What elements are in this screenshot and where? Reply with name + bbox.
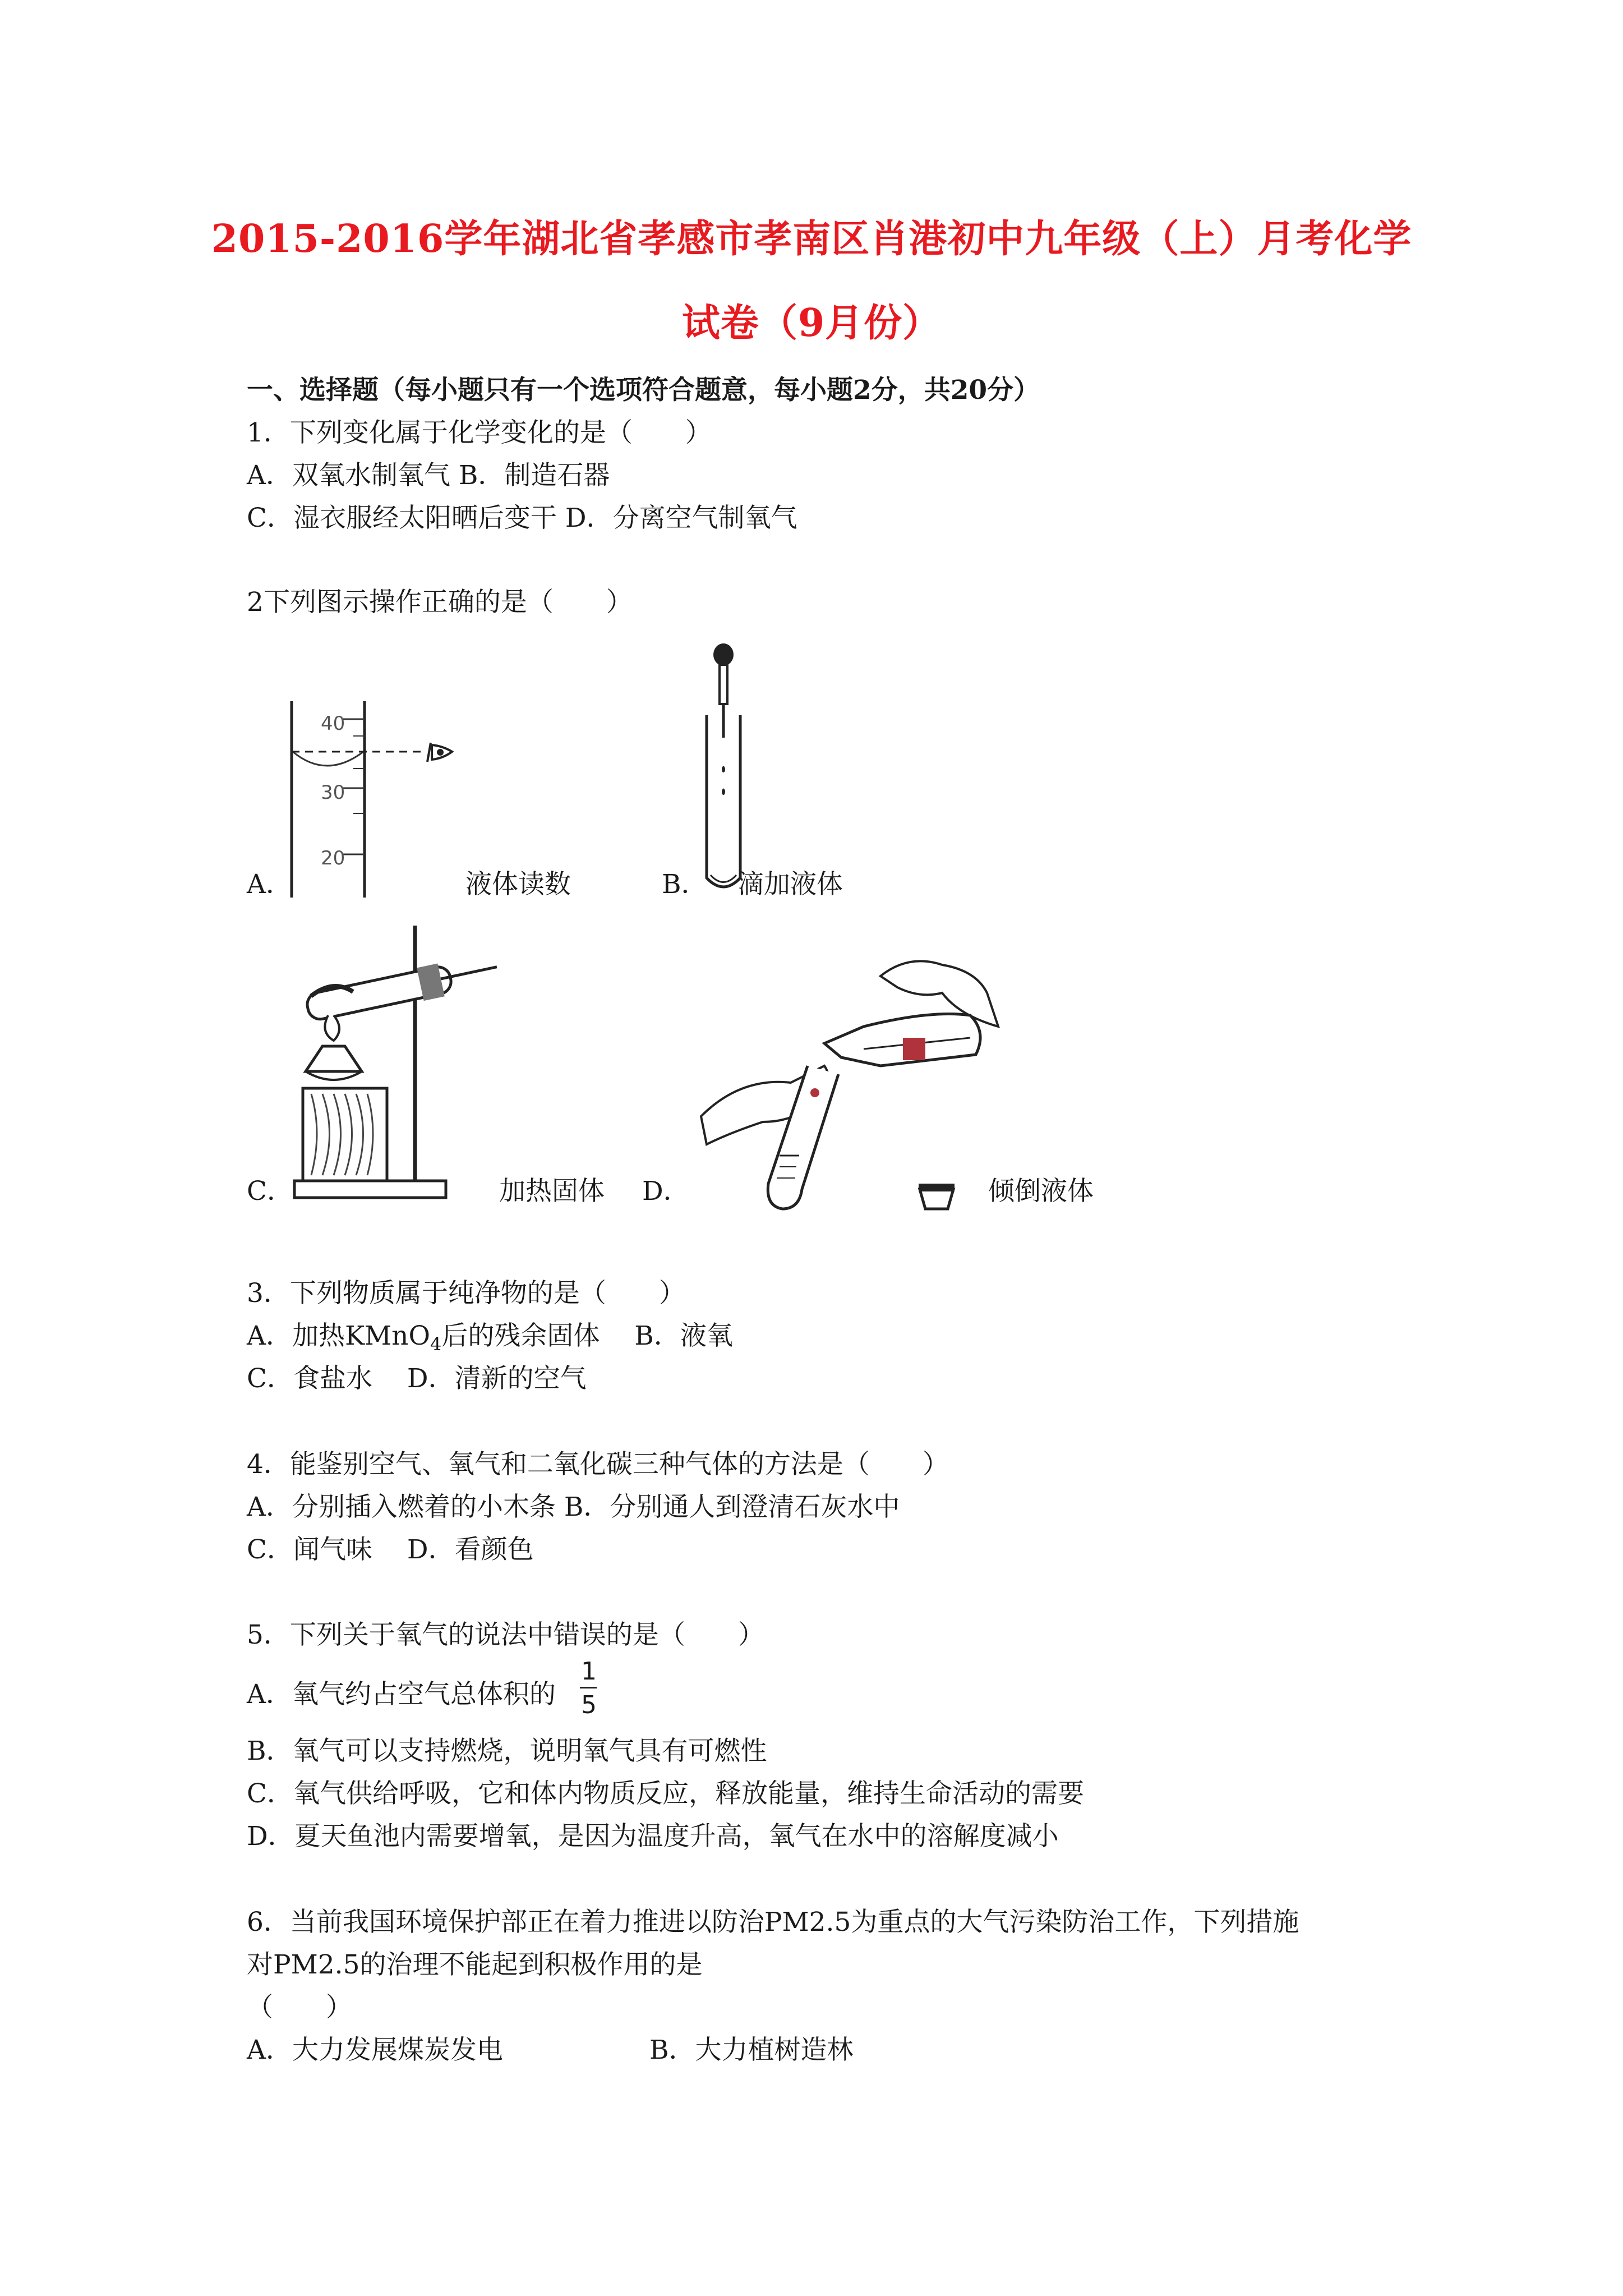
- q3-option-a-pre: A．加热KMnO: [247, 1320, 430, 1351]
- q1-stem: 1．下列变化属于化学变化的是（ ）: [247, 417, 712, 448]
- q2-option-b-letter: B．: [662, 869, 708, 900]
- q2-option-d-caption: 倾倒液体: [988, 1176, 1094, 1207]
- dropper-test-tube-image: [698, 642, 760, 895]
- q4-options-ab: A．分别插入燃着的小木条 B．分别通人到澄清石灰水中: [247, 1492, 900, 1522]
- pouring-liquid-image: [695, 954, 1009, 1223]
- q3-option-a-subscript: 4: [430, 1333, 442, 1355]
- q4-stem: 4．能鉴别空气、氧气和二氧化碳三种气体的方法是（ ）: [247, 1449, 949, 1480]
- q3-options-cd: C．食盐水 D．清新的空气: [247, 1363, 587, 1394]
- cylinder-tick-30: 30: [321, 781, 345, 804]
- q5-option-c: C．氧气供给呼吸，它和体内物质反应，释放能量，维持生命活动的需要: [247, 1778, 1084, 1809]
- fraction-bar: [580, 1687, 597, 1688]
- q6-stem-line2: 对PM2.5的治理不能起到积极作用的是: [247, 1949, 703, 1980]
- exam-title-line2: 试卷（9月份）: [681, 301, 942, 346]
- heating-apparatus-image: [289, 926, 513, 1206]
- fraction-denominator: 5: [581, 1691, 597, 1719]
- fraction-numerator: 1: [581, 1657, 597, 1686]
- q2-option-a-letter: A．: [247, 869, 292, 900]
- cylinder-tick-20: 20: [321, 847, 345, 869]
- q2-option-c-letter: C．: [247, 1176, 293, 1207]
- cylinder-tick-40: 40: [321, 712, 345, 735]
- graduated-cylinder-image: [280, 696, 465, 903]
- q4-options-cd: C．闻气味 D．看颜色: [247, 1534, 534, 1565]
- q1-options-cd: C．湿衣服经太阳晒后变干 D．分离空气制氧气: [247, 503, 797, 533]
- q2-option-d-letter: D．: [642, 1176, 690, 1207]
- section-heading: 一、选择题（每小题只有一个选项符合题意，每小题2分，共20分）: [247, 375, 1040, 406]
- q5-option-b: B．氧气可以支持燃烧，说明氧气具有可燃性: [247, 1736, 767, 1766]
- q3-stem: 3．下列物质属于纯净物的是（ ）: [247, 1278, 685, 1309]
- q3-option-a-post: 后的残余固体 B．液氧: [441, 1320, 733, 1351]
- q1-options-ab: A．双氧水制氧气 B．制造石器: [247, 460, 610, 491]
- q5-stem: 5．下列关于氧气的说法中错误的是（ ）: [247, 1619, 764, 1650]
- q5-option-a: A．氧气约占空气总体积的: [247, 1679, 556, 1710]
- q6-option-b: B．大力植树造林: [649, 2035, 854, 2065]
- q2-option-a-caption: 液体读数: [465, 869, 571, 900]
- q5-option-d: D．夏天鱼池内需要增氧，是因为温度升高，氧气在水中的溶解度减小: [247, 1821, 1059, 1852]
- q2-option-c-caption: 加热固体: [499, 1176, 605, 1207]
- q6-answer-paren: （ ）: [247, 1992, 352, 2023]
- q6-stem-line1: 6．当前我国环境保护部正在着力推进以防治PM2.5为重点的大气污染防治工作，下列措施: [247, 1907, 1299, 1938]
- exam-title-line1: 2015-2016学年湖北省孝感市孝南区肖港初中九年级（上）月考化学: [211, 217, 1412, 261]
- q2-option-b-caption: 滴加液体: [737, 869, 843, 900]
- q3-options-ab: [247, 1320, 733, 1355]
- q2-stem: 2下列图示操作正确的是（ ）: [247, 587, 633, 618]
- q6-option-a: A．大力发展煤炭发电: [247, 2035, 503, 2065]
